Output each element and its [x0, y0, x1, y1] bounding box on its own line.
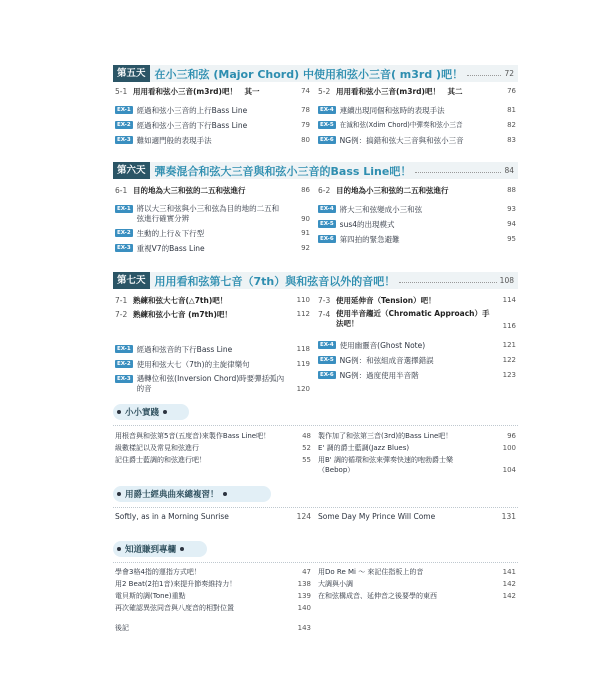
day-page: 72 — [504, 69, 514, 78]
day6-right — [318, 185, 516, 245]
item-title: 記住爵士藍調的和弦進行吧！ — [115, 456, 206, 464]
column-left — [115, 566, 311, 634]
page-number: 138 — [297, 580, 311, 588]
lesson-row — [318, 295, 516, 306]
page-number: 124 — [296, 512, 311, 521]
exercise-row — [115, 243, 310, 254]
lesson-row — [318, 185, 516, 196]
practice-heading — [113, 404, 189, 420]
exercise-row — [115, 105, 310, 116]
exercise-row — [115, 135, 310, 146]
page-number: 120 — [296, 385, 310, 393]
section-heading: 小小實踐 — [125, 408, 160, 418]
exercise-row — [318, 370, 516, 381]
list-item — [318, 430, 516, 442]
lesson-number: 6-1 — [115, 186, 128, 195]
lesson-title: 使用半音趨近（Chromatic Approach）手法吧！ — [336, 309, 490, 328]
page-number: 110 — [296, 296, 310, 304]
page-number: 88 — [507, 186, 516, 194]
page-number: 122 — [502, 356, 516, 364]
day7-right — [318, 295, 516, 381]
lesson-title: 用用看和弦小三音(m3rd)吧！ 其一 — [133, 87, 260, 96]
list-item — [115, 578, 311, 590]
page-number: 118 — [296, 345, 310, 353]
exercise-row — [318, 204, 516, 215]
page-number: 47 — [302, 568, 311, 576]
item-title: 用B' 調的循環和弦來彈奏快速的咆勃爵士樂（Bebop） — [318, 456, 453, 474]
day-tag: 第五天 — [113, 65, 150, 82]
list-item — [115, 454, 311, 466]
exercise-title: 難如適門般的表現手法 — [136, 136, 212, 145]
page-number: 143 — [297, 624, 311, 632]
day-title: 在小三和弦 (Major Chord) 中使用和弦小三音( m3rd )吧！ — [154, 67, 464, 81]
page-number: 78 — [301, 106, 310, 114]
page-number: 112 — [296, 310, 310, 318]
list-item — [318, 578, 516, 590]
exercise-badge: EX-3 — [117, 137, 131, 143]
lesson-title: 目的地為小三和弦的二五和弦進行 — [336, 186, 449, 195]
page-number: 141 — [502, 568, 516, 576]
item-title: 再次確認異弦同音與八度音的相對位置 — [115, 604, 234, 612]
afterword-title: 後記 — [115, 624, 129, 632]
day-tag: 第七天 — [113, 272, 150, 289]
item-title: 用Do Re Mi ～ 來記住指板上的音 — [318, 568, 424, 576]
day6-left — [115, 185, 310, 254]
lesson-title: 用用看和弦小三音(m3rd)吧！ 其二 — [336, 87, 463, 96]
exercise-title: 經過和弦小三音的上行Bass Line — [136, 106, 248, 115]
classics-right — [318, 511, 516, 523]
list-item — [318, 455, 516, 475]
page-number: 76 — [507, 87, 516, 95]
item-title: 級數樣記以及常見和弦進行 — [115, 444, 199, 452]
divider — [113, 562, 518, 563]
exercise-row — [318, 234, 516, 245]
page-number: 91 — [301, 229, 310, 237]
exercise-title: 重視V7的Bass Line — [136, 244, 205, 253]
bullet-icon — [117, 410, 121, 414]
day-tag: 第六天 — [113, 162, 150, 179]
exercise-badge: EX-5 — [320, 221, 334, 227]
exercise-row — [115, 204, 310, 225]
exercise-badge: EX-3 — [117, 245, 131, 251]
exercise-badge: EX-6 — [320, 236, 334, 242]
exercise-row — [318, 340, 516, 351]
page-number: 142 — [502, 580, 516, 588]
item-title: 在和弦構成音、延伸音之後要學的東西 — [318, 592, 437, 600]
practice-left — [115, 430, 311, 466]
day-title: 彈奏混合和弦大三音與和弦小三音的Bass Line吧！ — [154, 164, 412, 178]
exercise-badge: EX-2 — [117, 361, 131, 367]
divider — [113, 425, 518, 426]
bullet-icon — [223, 492, 227, 496]
lesson-title: 目的地為大三和弦的二五和弦進行 — [133, 186, 246, 195]
bullet-icon — [163, 410, 167, 414]
exercise-row — [115, 374, 310, 395]
column-right — [318, 566, 516, 602]
lesson-row — [115, 185, 310, 196]
page-number: 104 — [502, 466, 516, 474]
exercise-row — [115, 228, 310, 239]
exercise-row — [318, 120, 516, 131]
list-item — [115, 442, 311, 454]
page-number: 131 — [501, 512, 516, 521]
item-title: 電貝斯的調(Tone)重點 — [115, 592, 186, 600]
page-number: 139 — [297, 592, 311, 600]
day7-header — [113, 272, 518, 289]
lesson-number: 5-1 — [115, 87, 128, 96]
exercise-badge: EX-2 — [117, 122, 131, 128]
page-number: 119 — [296, 360, 310, 368]
item-title: 大調與小調 — [318, 580, 353, 588]
exercise-badge: EX-2 — [117, 230, 131, 236]
exercise-row — [115, 120, 310, 131]
list-item — [318, 566, 516, 578]
list-item — [115, 602, 311, 614]
lesson-number: 7-3 — [318, 296, 331, 305]
page-number: 48 — [302, 432, 311, 440]
page-number: 90 — [301, 215, 310, 223]
page-number: 81 — [507, 106, 516, 114]
page-number: 79 — [301, 121, 310, 129]
page-number: 93 — [507, 205, 516, 213]
lesson-row — [318, 309, 516, 332]
lesson-row — [115, 295, 310, 306]
page-number: 86 — [301, 186, 310, 194]
lesson-row — [115, 86, 310, 97]
list-item — [115, 622, 311, 634]
lesson-row — [318, 86, 516, 97]
exercise-badge: EX-5 — [320, 122, 334, 128]
page-number: 52 — [302, 444, 311, 452]
item-title: E' 調的爵士藍調(Jazz Blues) — [318, 444, 410, 452]
lesson-number: 5-2 — [318, 87, 331, 96]
page-number: 55 — [302, 456, 311, 464]
exercise-badge: EX-4 — [320, 342, 334, 348]
page-number: 123 — [502, 371, 516, 379]
page-number: 96 — [507, 432, 516, 440]
exercise-row — [318, 219, 516, 230]
item-title: 用2 Beat(2拍1音)來提升節奏維持力！ — [115, 580, 237, 588]
exercise-title: 在減和弦(Xdim Chord)中彈奏和弦小三音 — [339, 121, 463, 129]
list-item — [115, 511, 311, 523]
bullet-icon — [117, 492, 121, 496]
bullet-icon — [180, 547, 184, 551]
exercise-badge: EX-6 — [320, 372, 334, 378]
exercise-row — [115, 344, 310, 355]
item-title: 製作加了和弦第三音(3rd)的Bass Line吧！ — [318, 432, 453, 440]
day5-right — [318, 86, 516, 146]
exercise-row — [318, 105, 516, 116]
leader-dots — [415, 172, 501, 173]
item-title: 學會3格4指的運指方式吧！ — [115, 568, 201, 576]
list-item — [318, 442, 516, 454]
section-heading: 用爵士經典曲來總複習！ — [125, 490, 219, 500]
exercise-badge: EX-6 — [320, 137, 334, 143]
page-number: 83 — [507, 136, 516, 144]
day7-left — [115, 295, 310, 395]
page-number: 121 — [502, 341, 516, 349]
exercise-title: 將以大三和弦與小三和弦為目的地的二五和弦進行確實分辨 — [136, 204, 280, 223]
lesson-number: 7-1 — [115, 296, 128, 305]
classics-left — [115, 511, 311, 523]
list-item — [115, 430, 311, 442]
item-title: Softly, as in a Morning Sunrise — [115, 512, 229, 521]
exercise-title: NG例：過度使用半音階 — [339, 371, 419, 380]
page-number: 100 — [502, 444, 516, 452]
column-heading — [113, 541, 207, 557]
exercise-title: 經過和弦小三音的下行Bass Line — [136, 121, 248, 130]
lesson-title: 熟練和弦大七音(△7th)吧！ — [133, 296, 228, 305]
day-page: 84 — [504, 166, 514, 175]
lesson-number: 6-2 — [318, 186, 331, 195]
day5-header — [113, 65, 518, 82]
exercise-badge: EX-1 — [117, 206, 131, 212]
lesson-title: 使用延伸音（Tension）吧！ — [336, 296, 436, 305]
exercise-badge: EX-4 — [320, 107, 334, 113]
exercise-title: NG例：和弦組成音選擇錯誤 — [339, 356, 434, 365]
exercise-badge: EX-1 — [117, 346, 131, 352]
page-number: 142 — [502, 592, 516, 600]
leader-dots — [467, 75, 501, 76]
exercise-title: 使用幽靈音(Ghost Note) — [339, 341, 426, 350]
exercise-badge: EX-4 — [320, 206, 334, 212]
exercise-title: NG例：搞錯和弦大三音與和弦小三音 — [339, 136, 464, 145]
page-number: 74 — [301, 87, 310, 95]
divider — [113, 507, 518, 508]
exercise-title: 將大三和弦變成小三和弦 — [339, 205, 423, 214]
bullet-icon — [117, 547, 121, 551]
exercise-badge: EX-3 — [117, 376, 131, 382]
classics-heading — [113, 486, 271, 502]
exercise-row — [318, 355, 516, 366]
page-number: 114 — [502, 296, 516, 304]
exercise-title: 遇轉位和弦(Inversion Chord)時要彈括弧內的音 — [136, 374, 285, 393]
list-item — [318, 511, 516, 523]
exercise-title: 使用和弦大七（7th)的主旋律樂句 — [136, 360, 250, 369]
item-title: Some Day My Prince Will Come — [318, 512, 436, 521]
section-heading: 知道賺到專欄 — [125, 545, 177, 555]
exercise-row — [318, 135, 516, 146]
day5-left — [115, 86, 310, 146]
page-number: 80 — [301, 136, 310, 144]
day-title: 用用看和弦第七音（7th）與和弦音以外的音吧！ — [154, 274, 396, 288]
practice-right — [318, 430, 516, 475]
exercise-title: 第四拍的緊急避難 — [339, 235, 400, 244]
exercise-title: 經過和弦音的下行Bass Line — [136, 345, 233, 354]
exercise-badge: EX-1 — [117, 107, 131, 113]
exercise-title: 連續出現同個和弦時的表現手法 — [339, 106, 445, 115]
day6-header — [113, 162, 518, 179]
lesson-title: 熟練和弦小七音 (m7th)吧！ — [133, 310, 232, 319]
exercise-title: 生動的上行＆下行型 — [136, 229, 205, 238]
page-number: 140 — [297, 604, 311, 612]
page-number: 95 — [507, 235, 516, 243]
list-item — [318, 590, 516, 602]
item-title: 用根音與和弦第5音(五度音)來製作Bass Line吧！ — [115, 432, 271, 440]
page-number: 116 — [502, 322, 516, 330]
exercise-badge: EX-5 — [320, 357, 334, 363]
exercise-row — [115, 359, 310, 370]
list-item — [115, 566, 311, 578]
lesson-row — [115, 309, 310, 320]
page-number: 92 — [301, 244, 310, 252]
leader-dots — [399, 282, 496, 283]
page-number: 82 — [507, 121, 516, 129]
day-page: 108 — [499, 276, 514, 285]
lesson-number: 7-4 — [318, 310, 331, 319]
exercise-title: sus4的出現模式 — [339, 220, 395, 229]
list-item — [115, 590, 311, 602]
page-number: 94 — [507, 220, 516, 228]
lesson-number: 7-2 — [115, 310, 128, 319]
